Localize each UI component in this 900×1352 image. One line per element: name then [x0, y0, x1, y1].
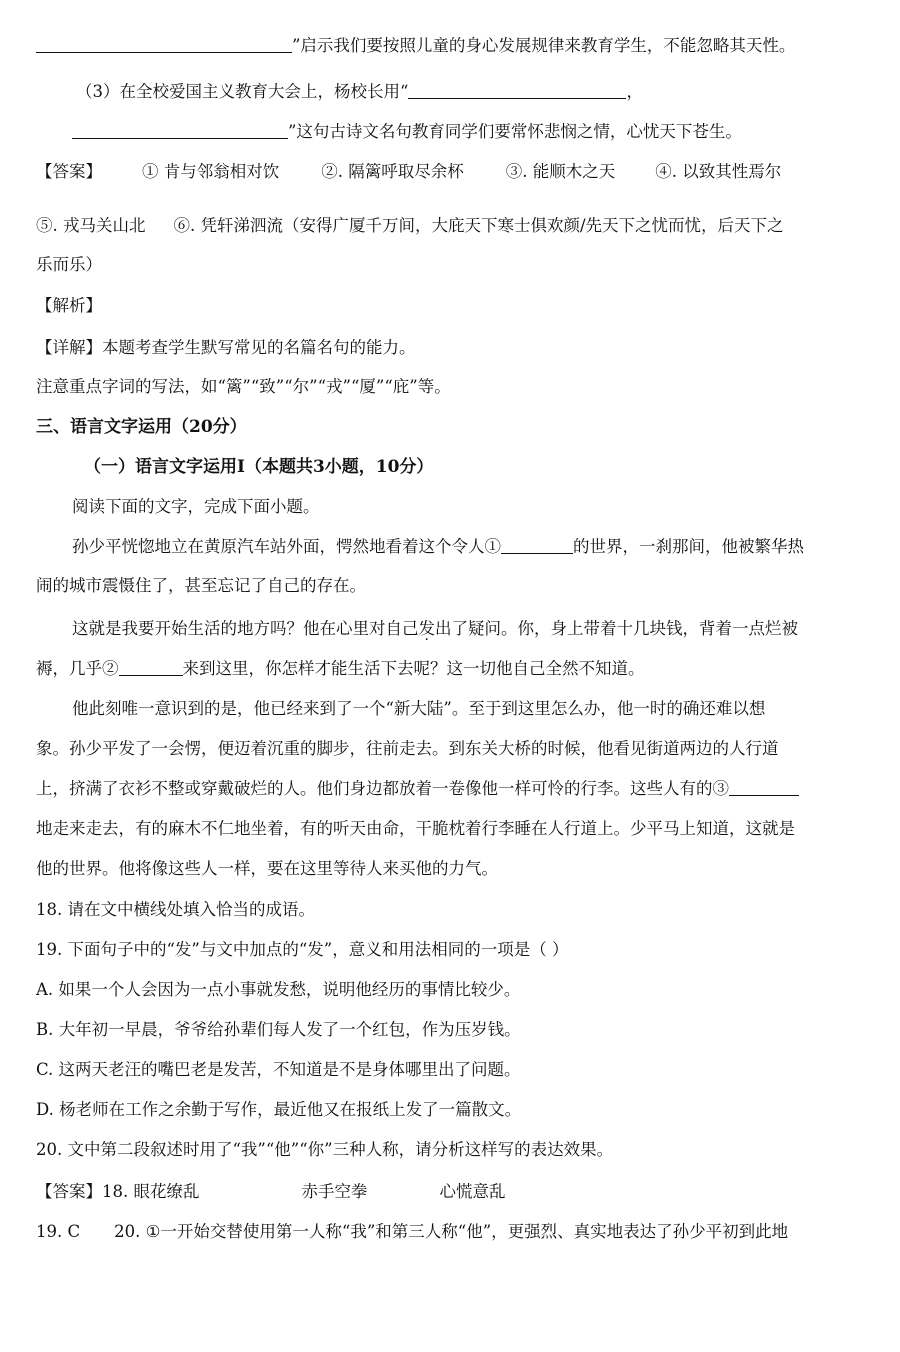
fill-blank: [408, 82, 626, 99]
section-subtitle: （一）语言文字运用Ⅰ（本题共3小题，10分）: [84, 457, 434, 477]
passage-text: 褥，几乎②: [36, 659, 119, 678]
passage-text: 上，挤满了衣衫不整或穿戴破烂的人。他们身边都放着一卷像他一样可怜的行李。这些人有的③: [36, 779, 729, 798]
fill-blank: [36, 36, 292, 53]
section-instruction: 阅读下面的文字，完成下面小题。: [72, 497, 320, 516]
passage-text: 的世界，一刹那间，他被繁华热: [573, 537, 804, 556]
answer2-row-2: [36, 1220, 872, 1244]
answer-19: 19. C: [36, 1222, 81, 1241]
passage-p3-line5: 他的世界。他将像这些人一样，要在这里等待人来买他的力气。: [36, 859, 498, 878]
passage-text: 来到这里，你怎样才能生活下去呢？这一切他自己全然不知道。: [182, 659, 645, 678]
fill-blank-1: [501, 537, 573, 554]
section-title: 三、语言文字运用（20分）: [36, 417, 247, 437]
option-b: B. 大年初一早晨，爷爷给孙辈们每人发了一个红包，作为压岁钱。: [36, 1020, 521, 1039]
option-c: C. 这两天老汪的嘴巴老是发苦，不知道是不是身体哪里出了问题。: [36, 1060, 521, 1079]
question-3-prompt: （3）在全校爱国主义教育大会上，杨校长用“: [76, 82, 409, 101]
answer-2: ②. 隔篱呼取尽余杯: [321, 162, 464, 181]
option-a: A. 如果一个人会因为一点小事就发愁，说明他经历的事情比较少。: [36, 980, 521, 999]
answer-18-2: 赤手空拳: [301, 1182, 368, 1201]
passage-p2-line1: [72, 617, 872, 641]
answer-6: ⑥. 凭轩涕泗流（安得广厦千万间，大庇天下寒士俱欢颜/先天下之忧而忧，后天下之: [173, 216, 784, 235]
passage-p3-line3: [36, 777, 872, 801]
answer-row-2: [36, 214, 872, 238]
passage-p1-line2: 闹的城市震慑住了，甚至忘记了自己的存在。: [36, 576, 366, 595]
answer-4: ④. 以致其性焉尔: [655, 162, 782, 181]
question-20: 20. 文中第二段叙述时用了“我”“他”“你”三种人称，请分析这样写的表达效果。: [36, 1140, 614, 1159]
comma: ，: [626, 82, 643, 101]
fill-blank: [72, 122, 288, 139]
passage-p1-line1: [72, 535, 872, 559]
passage-text: 出了疑问。你，身上带着十几块钱，背着一点烂被: [435, 619, 798, 638]
answer-tag: 【答案】: [36, 162, 102, 181]
answer-5: ⑤. 戎马关山北: [36, 216, 146, 235]
answer2-row-1: [36, 1180, 872, 1204]
analysis-tag: 【解析】: [36, 296, 102, 315]
option-d: D. 杨老师在工作之余勤于写作，最近他又在报纸上发了一篇散文。: [36, 1100, 522, 1119]
answer-tag: 【答案】: [36, 1182, 102, 1201]
answer-18-3: 心慌意乱: [439, 1182, 506, 1201]
answer-6-continued: 乐而乐）: [36, 255, 102, 274]
answer-20: 20. ①一开始交替使用第一人称“我”和第三人称“他”，更强烈、真实地表达了孙少平初到此地: [114, 1222, 789, 1241]
poem-line-3-text: ”这句古诗文名句教育同学们要常怀悲悯之情，心忧天下苍生。: [288, 122, 742, 141]
analysis-note: 注意重点字词的写法，如“篱”“致”“尔”“戎”“厦”“庇”等。: [36, 377, 451, 396]
answer-row-3: [36, 253, 872, 277]
poem-line-1: [36, 34, 872, 58]
answer-1: ① 肯与邻翁相对饮: [142, 162, 280, 181]
passage-p2-line2: [36, 657, 872, 681]
analysis-detail: 【详解】本题考查学生默写常见的名篇名句的能力。: [36, 338, 416, 357]
passage-text: 孙少平恍惚地立在黄原汽车站外面，愕然地看着这个令人①: [72, 537, 501, 556]
poem-line-3: [72, 120, 872, 144]
answer-row-1: [36, 160, 872, 184]
question-19: 19. 下面句子中的“发”与文中加点的“发”，意义和用法相同的一项是（ ）: [36, 940, 569, 959]
dotted-character: 发: [418, 619, 435, 638]
fill-blank-2: [119, 659, 183, 676]
question-18: 18. 请在文中横线处填入恰当的成语。: [36, 900, 315, 919]
answer-3: ③. 能顺木之天: [505, 162, 616, 181]
passage-text: 这就是我要开始生活的地方吗？他在心里对自己: [72, 619, 419, 638]
passage-p3-line4: 地走来走去，有的麻木不仁地坐着，有的听天由命，干脆枕着行李睡在人行道上。少平马上知道，这就是: [36, 819, 795, 838]
passage-p3-line2: 象。孙少平发了一会愣，便迈着沉重的脚步，往前走去。到东关大桥的时候，他看见街道两边的人行道: [36, 739, 779, 758]
poem-line-1-text: ”启示我们要按照儿童的身心发展规律来教育学生，不能忽略其天性。: [292, 36, 796, 55]
passage-p3-line1: 他此刻唯一意识到的是，他已经来到了一个“新大陆”。至于到这里怎么办，他一时的确还难以想: [72, 699, 766, 718]
poem-line-2: [76, 80, 872, 104]
fill-blank-3: [729, 779, 799, 796]
answer-18-1: 18. 眼花缭乱: [102, 1182, 200, 1201]
